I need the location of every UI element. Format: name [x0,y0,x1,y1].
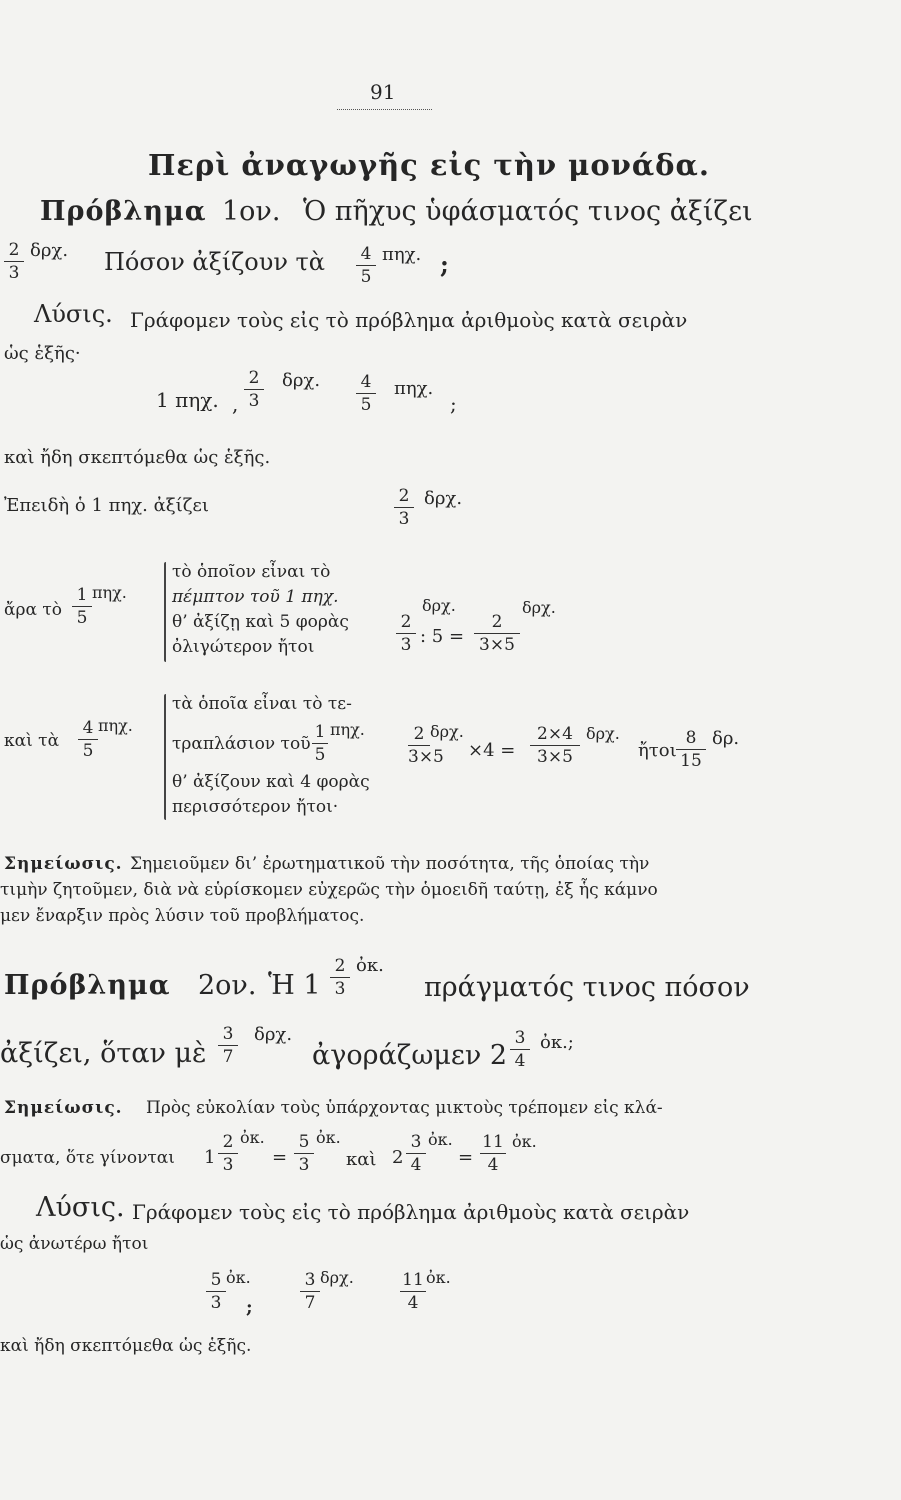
s2-unit-ok1: ὀκ. [226,1268,251,1287]
n2-unit-ok1: ὀκ. [240,1128,265,1147]
since-fraction-2-3: 2 3 [394,486,414,529]
colon-5: : 5 = [420,626,465,647]
brace2-fraction-1-5: 1 5 [312,722,328,765]
brace-2 [164,694,166,820]
unit-dr: δρ. [712,728,740,749]
brace2-unit-pich: πηχ. [330,720,365,739]
problem2-text2a: ἀξίζει, ὅταν μὲ [0,1038,207,1069]
kai-ta-fraction-4-5: 4 5 [78,718,98,761]
solution2-label: Λύσις. [36,1192,125,1223]
solution2-line1: Γράφομεν τοὺς εἰς τὸ πρόβλημα ἀριθμοὺς κατὰ σειρὰν [132,1200,690,1224]
question-mark: ; [440,250,449,279]
n2-unit-ok3: ὀκ. [428,1130,453,1149]
solution1-text2: ὡς ἑξῆς· [4,343,81,364]
fraction-5-3: 5 3 [294,1132,314,1175]
kai-ta-unit-pich: πηχ. [98,716,133,735]
problem2-text2b: ἀγοράζωμεν 2 [312,1040,508,1071]
row-semicolon: ; [450,392,457,416]
row-unit-drch: δρχ. [282,370,321,391]
n2-eq1: = [272,1147,288,1168]
ara-unit-pich: πηχ. [92,583,127,602]
s2-unit-drch: δρχ. [320,1268,354,1287]
itoi: ἤτοι [638,740,677,761]
note2-line1: Πρὸς εὐκολίαν τοὺς ὑπάρχοντας μικτοὺς τρέπομεν εἰς κλά- [146,1098,663,1118]
p2-unit-ok-q: ὀκ.; [540,1032,574,1053]
problem1-text1: Ὁ πῆχυς ὑφάσματός τινος ἀξίζει [303,196,753,227]
p2-unit-ok: ὀκ. [356,955,384,976]
b2-unit-drch: δρχ. [430,722,464,741]
n2-kai: καὶ [346,1149,377,1170]
row-fraction-2-3: 2 3 [244,368,264,411]
n2-fraction-2-3: 2 3 [218,1132,238,1175]
times-4: ×4 = [468,740,516,761]
brace-1 [164,562,166,662]
fraction-3-7: 3 7 [218,1024,238,1067]
since-unit-drch: δρχ. [424,488,463,509]
ara-to: ἄρα τὸ [4,600,62,620]
note1-label: Σημείωσις. [4,854,123,874]
row-unit-pich: πηχ. [394,378,434,399]
unit-pich: πηχ. [382,244,422,265]
p2-unit-drch: δρχ. [254,1024,293,1045]
row-1-pich: 1 πηχ. [156,388,219,412]
kai-ta: καὶ τὰ [4,731,60,751]
unit-drch: δρχ. [30,240,69,261]
n2-unit-ok2: ὀκ. [316,1128,341,1147]
fraction-3-4: 3 4 [510,1028,530,1071]
note2-two: 2 [392,1147,404,1168]
fraction-8-15: 8 15 [676,728,706,771]
problem2-text1b: πράγματός τινος πόσον [424,972,750,1003]
solution1-text: Γράφομεν τοὺς εἰς τὸ πρόβλημα ἀριθμοὺς κατὰ σειρὰν [130,308,688,332]
fraction-2-3: 2 3 [4,240,24,283]
fraction-11-4: 11 4 [480,1132,506,1175]
section-heading: Περὶ ἀναγωγῆς εἰς τὴν μονάδα. [148,148,710,182]
fraction-2-3x5: 2 3×5 [474,612,520,655]
solution1-label: Λύσις. [34,300,113,328]
s2-unit-ok2: ὀκ. [426,1268,451,1287]
page-number: 91 [370,80,396,104]
n2-eq2: = [458,1147,474,1168]
solution2-line2: ὡς ἀνωτέρω ἤτοι [0,1234,149,1254]
b2-fraction-2-3x5: 2 3×5 [408,724,444,767]
n2-fraction-3-4: 3 4 [406,1132,426,1175]
note1-line2: τιμὴν ζητοῦμεν, διὰ νὰ εὑρίσκομεν εὐχερῶς τὴν ὁμοειδῆ ταύτῃ, ἐξ ἧς κάμνο [0,880,658,900]
brace2-line4: περισσότερον ἤτοι· [172,797,339,817]
note1-line3: μεν ἔναρξιν πρὸς λύσιν τοῦ προβλήματος. [0,906,365,926]
n2-unit-ok4: ὀκ. [512,1132,537,1151]
row-fraction-4-5: 4 5 [356,372,376,415]
p2-fraction-2-3: 2 3 [330,956,350,999]
note2-one: 1 [204,1147,216,1168]
b1-unit-drch: δρχ. [422,596,456,615]
problem1-label: Πρόβλημα [40,196,207,227]
brace2-line2: τραπλάσιον τοῦ [172,734,311,754]
brace1-line1: τὸ ὁποῖον εἶναι τὸ [172,562,331,582]
note2-label: Σημείωσις. [4,1098,123,1118]
problem2-text1a: Ἡ 1 [268,970,321,1001]
fraction-4-5: 4 5 [356,244,376,287]
brace1-line2: πέμπτον τοῦ 1 πηχ. [172,587,339,607]
b1-unit-drch2: δρχ. [522,598,556,617]
page-number-rule [337,109,432,110]
s2-fraction-11-4: 11 4 [400,1270,426,1313]
s2-fraction-5-3: 5 3 [206,1270,226,1313]
s2-fraction-3-7: 3 7 [300,1270,320,1313]
brace2-line3: θ’ ἀξίζουν καὶ 4 φορὰς [172,772,370,792]
problem1-number: 1ον. [222,196,281,227]
brace1-line4: ὀλιγώτερον ἤτοι [172,637,315,657]
solution2-final: καὶ ἤδη σκεπτόμεθα ὡς ἑξῆς. [0,1336,252,1356]
fraction-1-5: 1 5 [72,585,92,628]
row-comma: , [232,392,239,416]
problem1-text2: Πόσον ἀξίζουν τὰ [104,248,326,276]
since-text: Ἐπειδὴ ὁ 1 πηχ. ἀξίζει [4,495,209,516]
b2-unit-drch2: δρχ. [586,724,620,743]
note2-line2a: σματα, ὅτε γίνονται [0,1148,175,1168]
brace1-line3: θ’ ἀξίζῃ καὶ 5 φορὰς [172,612,349,632]
note1-line1: Σημειοῦμεν δι’ ἐρωτηματικοῦ τὴν ποσότητα, τῆς ὁποίας τὴν [130,854,650,874]
fraction-2x4-3x5: 2×4 3×5 [530,724,580,767]
b1-fraction-2-3: 2 3 [396,612,416,655]
problem2-number: 2ον. [198,970,257,1001]
brace2-line1: τὰ ὁποῖα εἶναι τὸ τε- [172,694,352,714]
s2-semicolon: ; [246,1297,253,1318]
problem2-label: Πρόβλημα [4,970,171,1001]
think-text: καὶ ἤδη σκεπτόμεθα ὡς ἑξῆς. [4,447,271,468]
